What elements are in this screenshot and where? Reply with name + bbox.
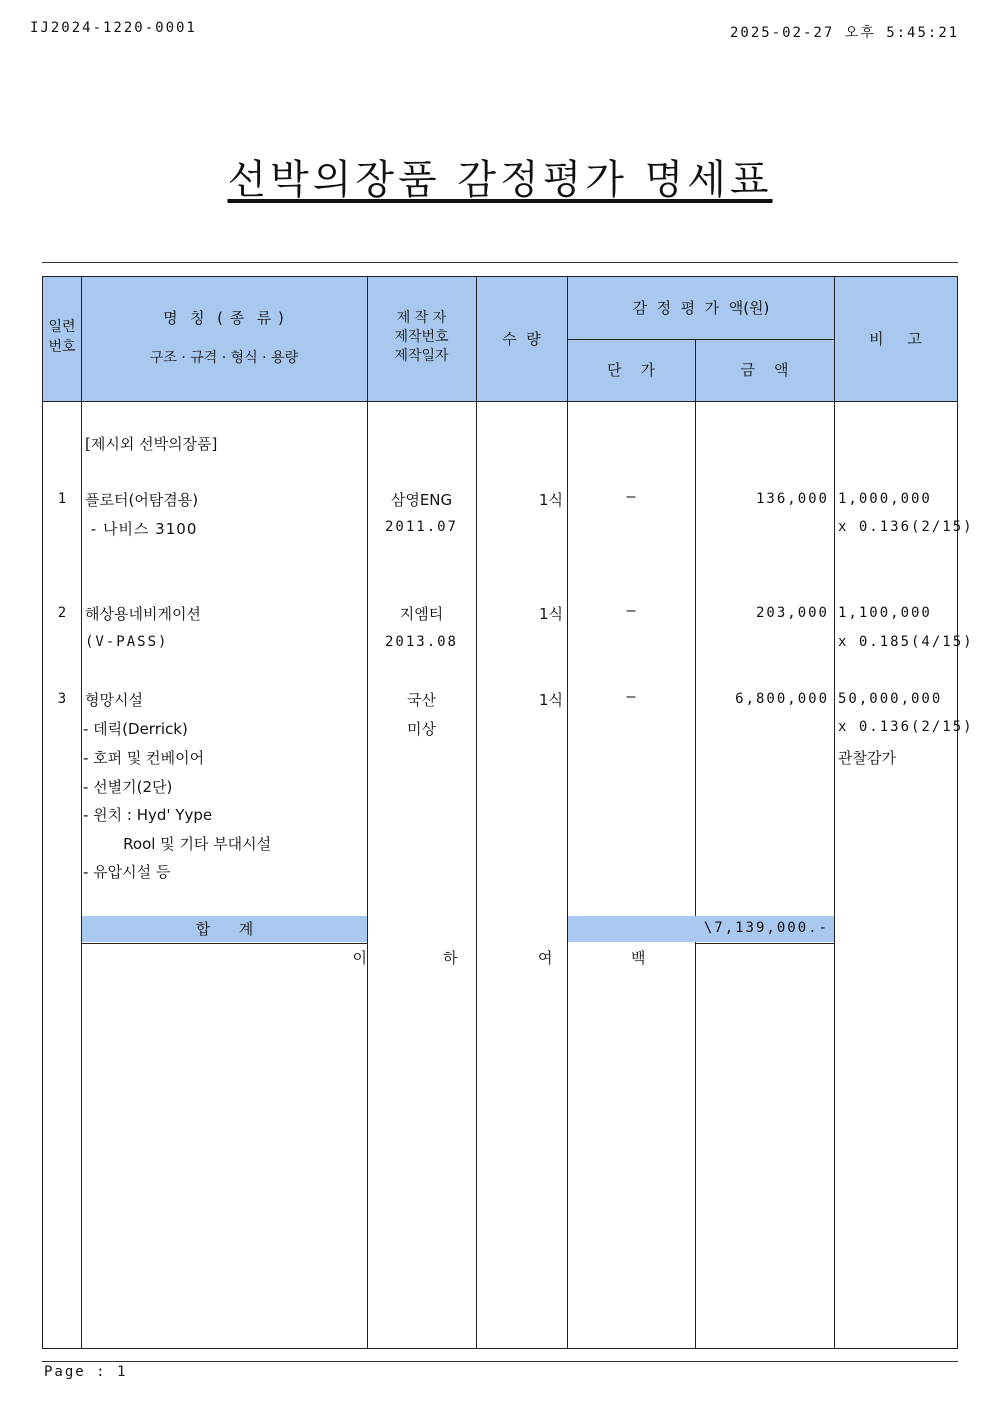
item-name: 플로터(어탐겸용): [85, 491, 199, 509]
item-spec: - 나비스 3100: [85, 520, 198, 538]
header-spec: 구조 · 규격 · 형식 · 용량: [149, 350, 299, 366]
remarks-note: 관찰감가: [838, 749, 896, 767]
item-name: 형망시설: [85, 691, 143, 709]
amount: 6,800,000: [735, 691, 829, 707]
unit-price: —: [626, 487, 636, 505]
header-name: 명 칭 ( 종 류 ): [163, 309, 285, 327]
quantity: 1식: [538, 691, 563, 709]
maker: 지엠티: [399, 605, 444, 623]
remarks-rate: x 0.136(2/15): [838, 519, 974, 535]
row-number: 2: [57, 605, 69, 621]
row-number: 3: [57, 691, 69, 707]
section-label: [제시외 선박의장품]: [85, 435, 218, 453]
document-id: IJ2024-1220-0001: [30, 20, 197, 36]
maker: 삼영ENG: [390, 491, 453, 509]
total-amount: \7,139,000.-: [703, 920, 829, 936]
amount: 203,000: [755, 605, 829, 621]
maker-date: 2013.08: [384, 634, 458, 650]
item-spec: - 데릭(Derrick): [83, 720, 188, 738]
blank-marker-3: 여: [538, 949, 553, 967]
item-spec: (V-PASS): [85, 634, 169, 650]
appraisal-table: [42, 276, 974, 1349]
blank-marker-1: 이: [352, 949, 367, 967]
print-timestamp: 2025-02-27 오후 5:45:21: [730, 25, 960, 41]
bottom-rule: [42, 1361, 958, 1362]
top-rule: [42, 262, 958, 263]
item-spec: - 호퍼 및 컨베이어: [83, 749, 205, 767]
blank-marker-4: 백: [631, 949, 646, 967]
header-amount: 금 액: [740, 361, 789, 379]
remarks-rate: x 0.185(4/15): [838, 634, 974, 650]
row-number: 1: [57, 491, 69, 507]
header-remarks: 비 고: [869, 330, 922, 348]
unit-price: —: [626, 687, 636, 705]
header-appraisal: 감 정 평 가 액(원): [632, 299, 770, 317]
remarks-base: 1,000,000: [838, 491, 932, 507]
unit-price: —: [626, 601, 636, 619]
item-spec: - 선별기(2단): [83, 778, 173, 796]
item-spec: Rool 및 기타 부대시설: [85, 835, 272, 853]
blank-marker-2: 하: [443, 949, 458, 967]
page-title: 선박의장품 감정평가 명세표: [227, 157, 773, 203]
quantity: 1식: [538, 491, 563, 509]
header-serial: 일련 번호: [48, 319, 76, 355]
maker: 국산: [407, 691, 436, 709]
remarks-rate: x 0.136(2/15): [838, 719, 974, 735]
header-unit-price: 단 가: [606, 361, 656, 379]
header-quantity: 수 량: [502, 330, 541, 348]
header-maker: 제 작 자 제작번호 제작일자: [394, 310, 449, 364]
item-spec: - 유압시설 등: [83, 863, 171, 881]
amount: 136,000: [755, 491, 829, 507]
total-label: 합 계: [195, 920, 254, 938]
maker-serial: 미상: [407, 720, 436, 738]
maker-date: 2011.07: [384, 519, 458, 535]
remarks-base: 1,100,000: [838, 605, 932, 621]
item-name: 해상용네비게이션: [85, 605, 201, 623]
quantity: 1식: [538, 605, 563, 623]
page-number: Page : 1: [44, 1364, 128, 1380]
item-spec: - 윈치 : Hyd' Yype: [83, 806, 213, 824]
remarks-base: 50,000,000: [838, 691, 943, 707]
